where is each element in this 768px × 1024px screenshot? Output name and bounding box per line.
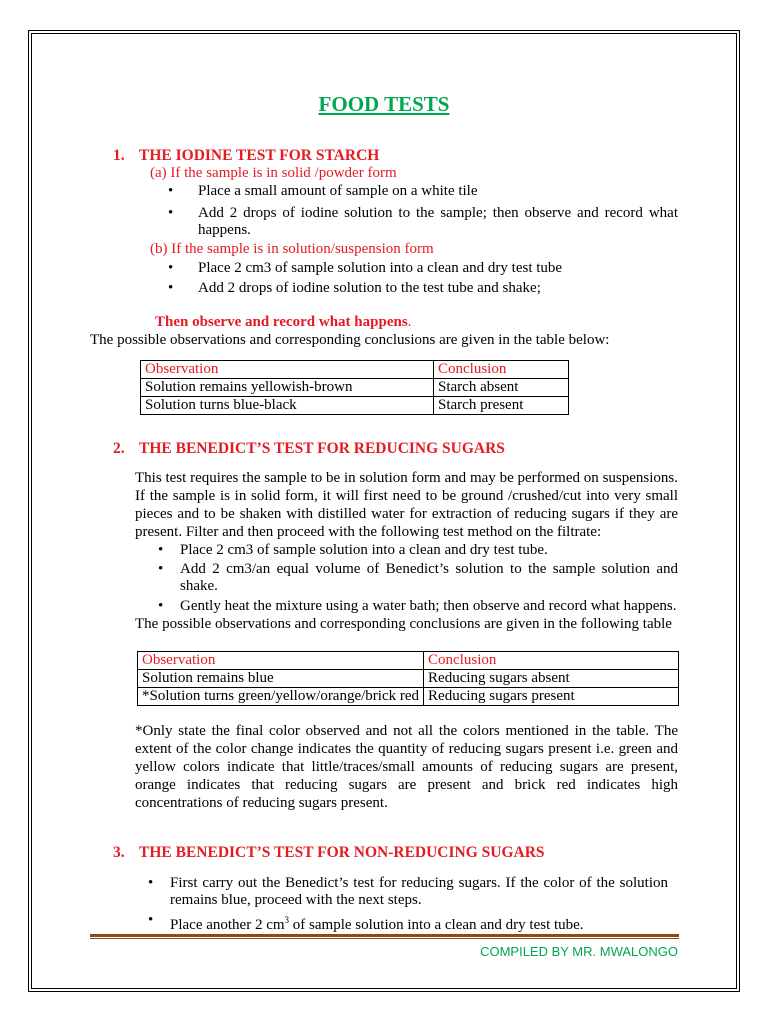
list-item: • Place a small amount of sample on a white tile <box>168 183 478 199</box>
table-header-cell: Conclusion <box>424 652 679 670</box>
section-1-title: THE IODINE TEST FOR STARCH <box>139 147 380 164</box>
iodine-results-table <box>140 360 569 415</box>
table-cell: Reducing sugars present <box>424 688 679 706</box>
table-header-cell: Observation <box>141 361 434 379</box>
table-cell: Solution remains yellowish-brown <box>141 379 434 397</box>
section-3-heading <box>113 844 545 862</box>
section-2-intro: This test requires the sample to be in solution form and may be performed on suspensions. If the sample is in solid form, it will first need to be ground /crushed/cut into very small pieces and to be shaken with distilled water for extraction of reducing sugars if they are present. Filter and then proceed with the following test method on the filtrate: <box>135 470 678 540</box>
list-item: • Add 2 drops of iodine solution to the sample; then observe and record what happens. <box>168 205 678 238</box>
bullet-icon: • <box>148 875 154 891</box>
section-1-number: 1. <box>113 147 125 164</box>
footer-credit: COMPILED BY MR. MWALONGO <box>480 944 678 959</box>
table-cell: Starch absent <box>434 379 569 397</box>
table-cell: Reducing sugars absent <box>424 670 679 688</box>
table-row <box>138 670 679 688</box>
bullet-icon: • <box>168 260 174 276</box>
section-3-title: THE BENEDICT’S TEST FOR NON-REDUCING SUGARS <box>139 844 545 861</box>
list-item: • Gently heat the mixture using a water bath; then observe and record what happens. <box>158 598 677 614</box>
table-row <box>138 688 679 706</box>
table-cell: Solution remains blue <box>138 670 424 688</box>
section-1-sub-b: (b) If the sample is in solution/suspension form <box>150 241 434 257</box>
section-2-note: *Only state the final color observed and not all the colors mentioned in the table. The extent of the color change indicates the quantity of reducing sugars present i.e. green and yellow colors indicate that little/traces/small amounts of reducing sugars are present, orange indicates that reducing sugars are present and brick red indicates high concentrations of reducing sugars present. <box>135 723 678 811</box>
bullet-icon: • <box>168 205 174 221</box>
section-1-heading <box>113 147 379 165</box>
bullet-icon: • <box>148 912 154 928</box>
table-row <box>141 379 569 397</box>
list-item: • Add 2 drops of iodine solution to the test tube and shake; <box>168 280 541 296</box>
section-2-title: THE BENEDICT’S TEST FOR REDUCING SUGARS <box>139 440 505 457</box>
list-item: • First carry out the Benedict’s test for reducing sugars. If the color of the solution remains blue, proceed with the next steps. <box>148 875 668 908</box>
table-row <box>141 397 569 415</box>
table-cell: Solution turns blue-black <box>141 397 434 415</box>
benedict-results-table <box>137 651 679 706</box>
section-2-table-intro: The possible observations and corresponding conclusions are given in the following table <box>135 616 672 632</box>
list-item: • Place another 2 $cm^3$ of sample solution into a clean and dry test tube. <box>148 912 584 933</box>
table-header-cell: Conclusion <box>434 361 569 379</box>
section-2-heading <box>113 440 505 458</box>
section-1-sub-a: (a) If the sample is in solid /powder form <box>150 165 397 181</box>
section-1-table-intro: The possible observations and corresponding conclusions are given in the table below: <box>90 332 610 348</box>
table-header-cell: Observation <box>138 652 424 670</box>
page-title: FOOD TESTS <box>318 92 450 116</box>
section-3-number: 3. <box>113 844 125 861</box>
footer-rule-thick <box>90 934 679 937</box>
list-item: • Place 2 cm3 of sample solution into a clean and dry test tube <box>168 260 563 276</box>
bullet-icon: • <box>168 183 174 199</box>
bullet-icon: • <box>158 561 164 577</box>
section-1-emphasis: Then observe and record what happens. <box>155 314 412 330</box>
table-header-row <box>138 652 679 670</box>
list-item: • Place 2 cm3 of sample solution into a clean and dry test tube. <box>158 542 548 558</box>
table-header-row <box>141 361 569 379</box>
footer-rule-thin <box>90 938 679 939</box>
table-cell: *Solution turns green/yellow/orange/brick red <box>138 688 424 706</box>
list-item: • Add 2 cm3/an equal volume of Benedict’s solution to the sample solution and shake. <box>158 561 678 594</box>
bullet-icon: • <box>158 542 164 558</box>
bullet-icon: • <box>168 280 174 296</box>
bullet-icon: • <box>158 598 164 614</box>
section-2-number: 2. <box>113 440 125 457</box>
table-cell: Starch present <box>434 397 569 415</box>
